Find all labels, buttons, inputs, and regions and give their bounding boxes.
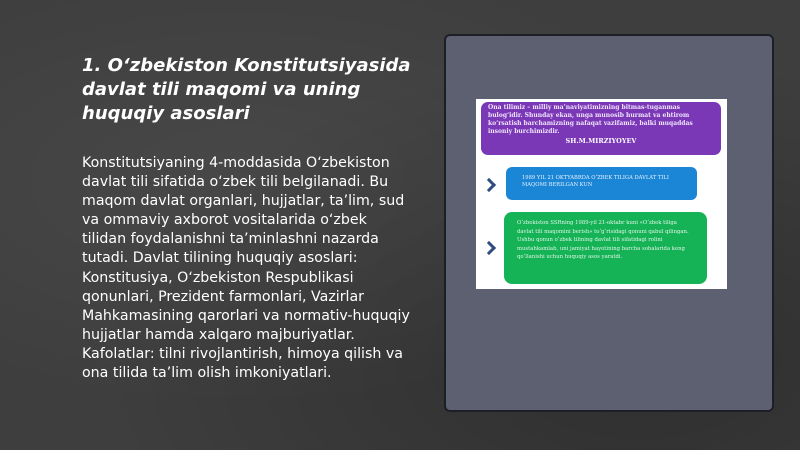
- quote-box: [481, 102, 721, 155]
- slide-title: 1. O‘zbekiston Konstitutsiyasida davlat tili maqomi va uning huquqiy asoslari: [82, 55, 411, 124]
- picture-frame: [444, 34, 774, 412]
- date-info-box: [506, 167, 697, 200]
- slide-body-text: Konstitutsiyaning 4-moddasida O‘zbekiston davlat tili sifatida o‘zbek tili belgilanadi. Bu maqom davlat organlari, hujjatlar, ta’lim, sud va ommaviy axborot vositalarida o‘zbek tilidan foydalanishni ta’minlashni nazarda tutadi. Davlat tilining huquqiy asoslari: Konstitusiya, O‘zbekiston Respublikasi qonunlari, Prezident farmonlari, Vazirlar Mahkamasining qarorlari va normativ-huquqiy hujjatlar hamda xalqaro majburiyatlar. Kafolatlar: tilni rivojlantirish, himoya qilish va ona tilida ta’lim olish imkoniyatlari.: [82, 155, 410, 382]
- chevron-right-icon: [482, 241, 496, 255]
- quote-author: SH.M.MIRZIYOYEV: [565, 137, 637, 145]
- law-detail-box: [504, 212, 707, 284]
- embedded-infographic: [476, 99, 727, 289]
- date-info-text: 1989 YIL 21 OKTYABRDA O‘ZBEK TILIGA DAVLAT TILI MAQOMI BERILGAN KUN: [522, 175, 669, 188]
- quote-text: Ona tilimiz – milliy ma’naviyatimizning bitmas-tuganmas bulog‘idir. Shunday ekan, unga munosib hurmat va ehtirom ko‘rsatish barchamizning nafaqat vazifamiz, balki muqaddas insoniy burchimizdir.: [488, 104, 693, 135]
- law-detail-text: O‘zbekiston SSRning 1989-yil 21-oktabr kuni «O‘zbek tiliga davlat tili maqomini berish» to‘g‘risidagi qonuni qabul qilingan. Ushbu qonun o‘zbek tilining davlat tili sifatidagi rolini mustahkamlab, uni jamiyat hayotining barcha sohalarida keng qo‘llanishi uchun huquqiy asos yaratdi.: [517, 220, 689, 260]
- chevron-right-icon: [482, 178, 496, 192]
